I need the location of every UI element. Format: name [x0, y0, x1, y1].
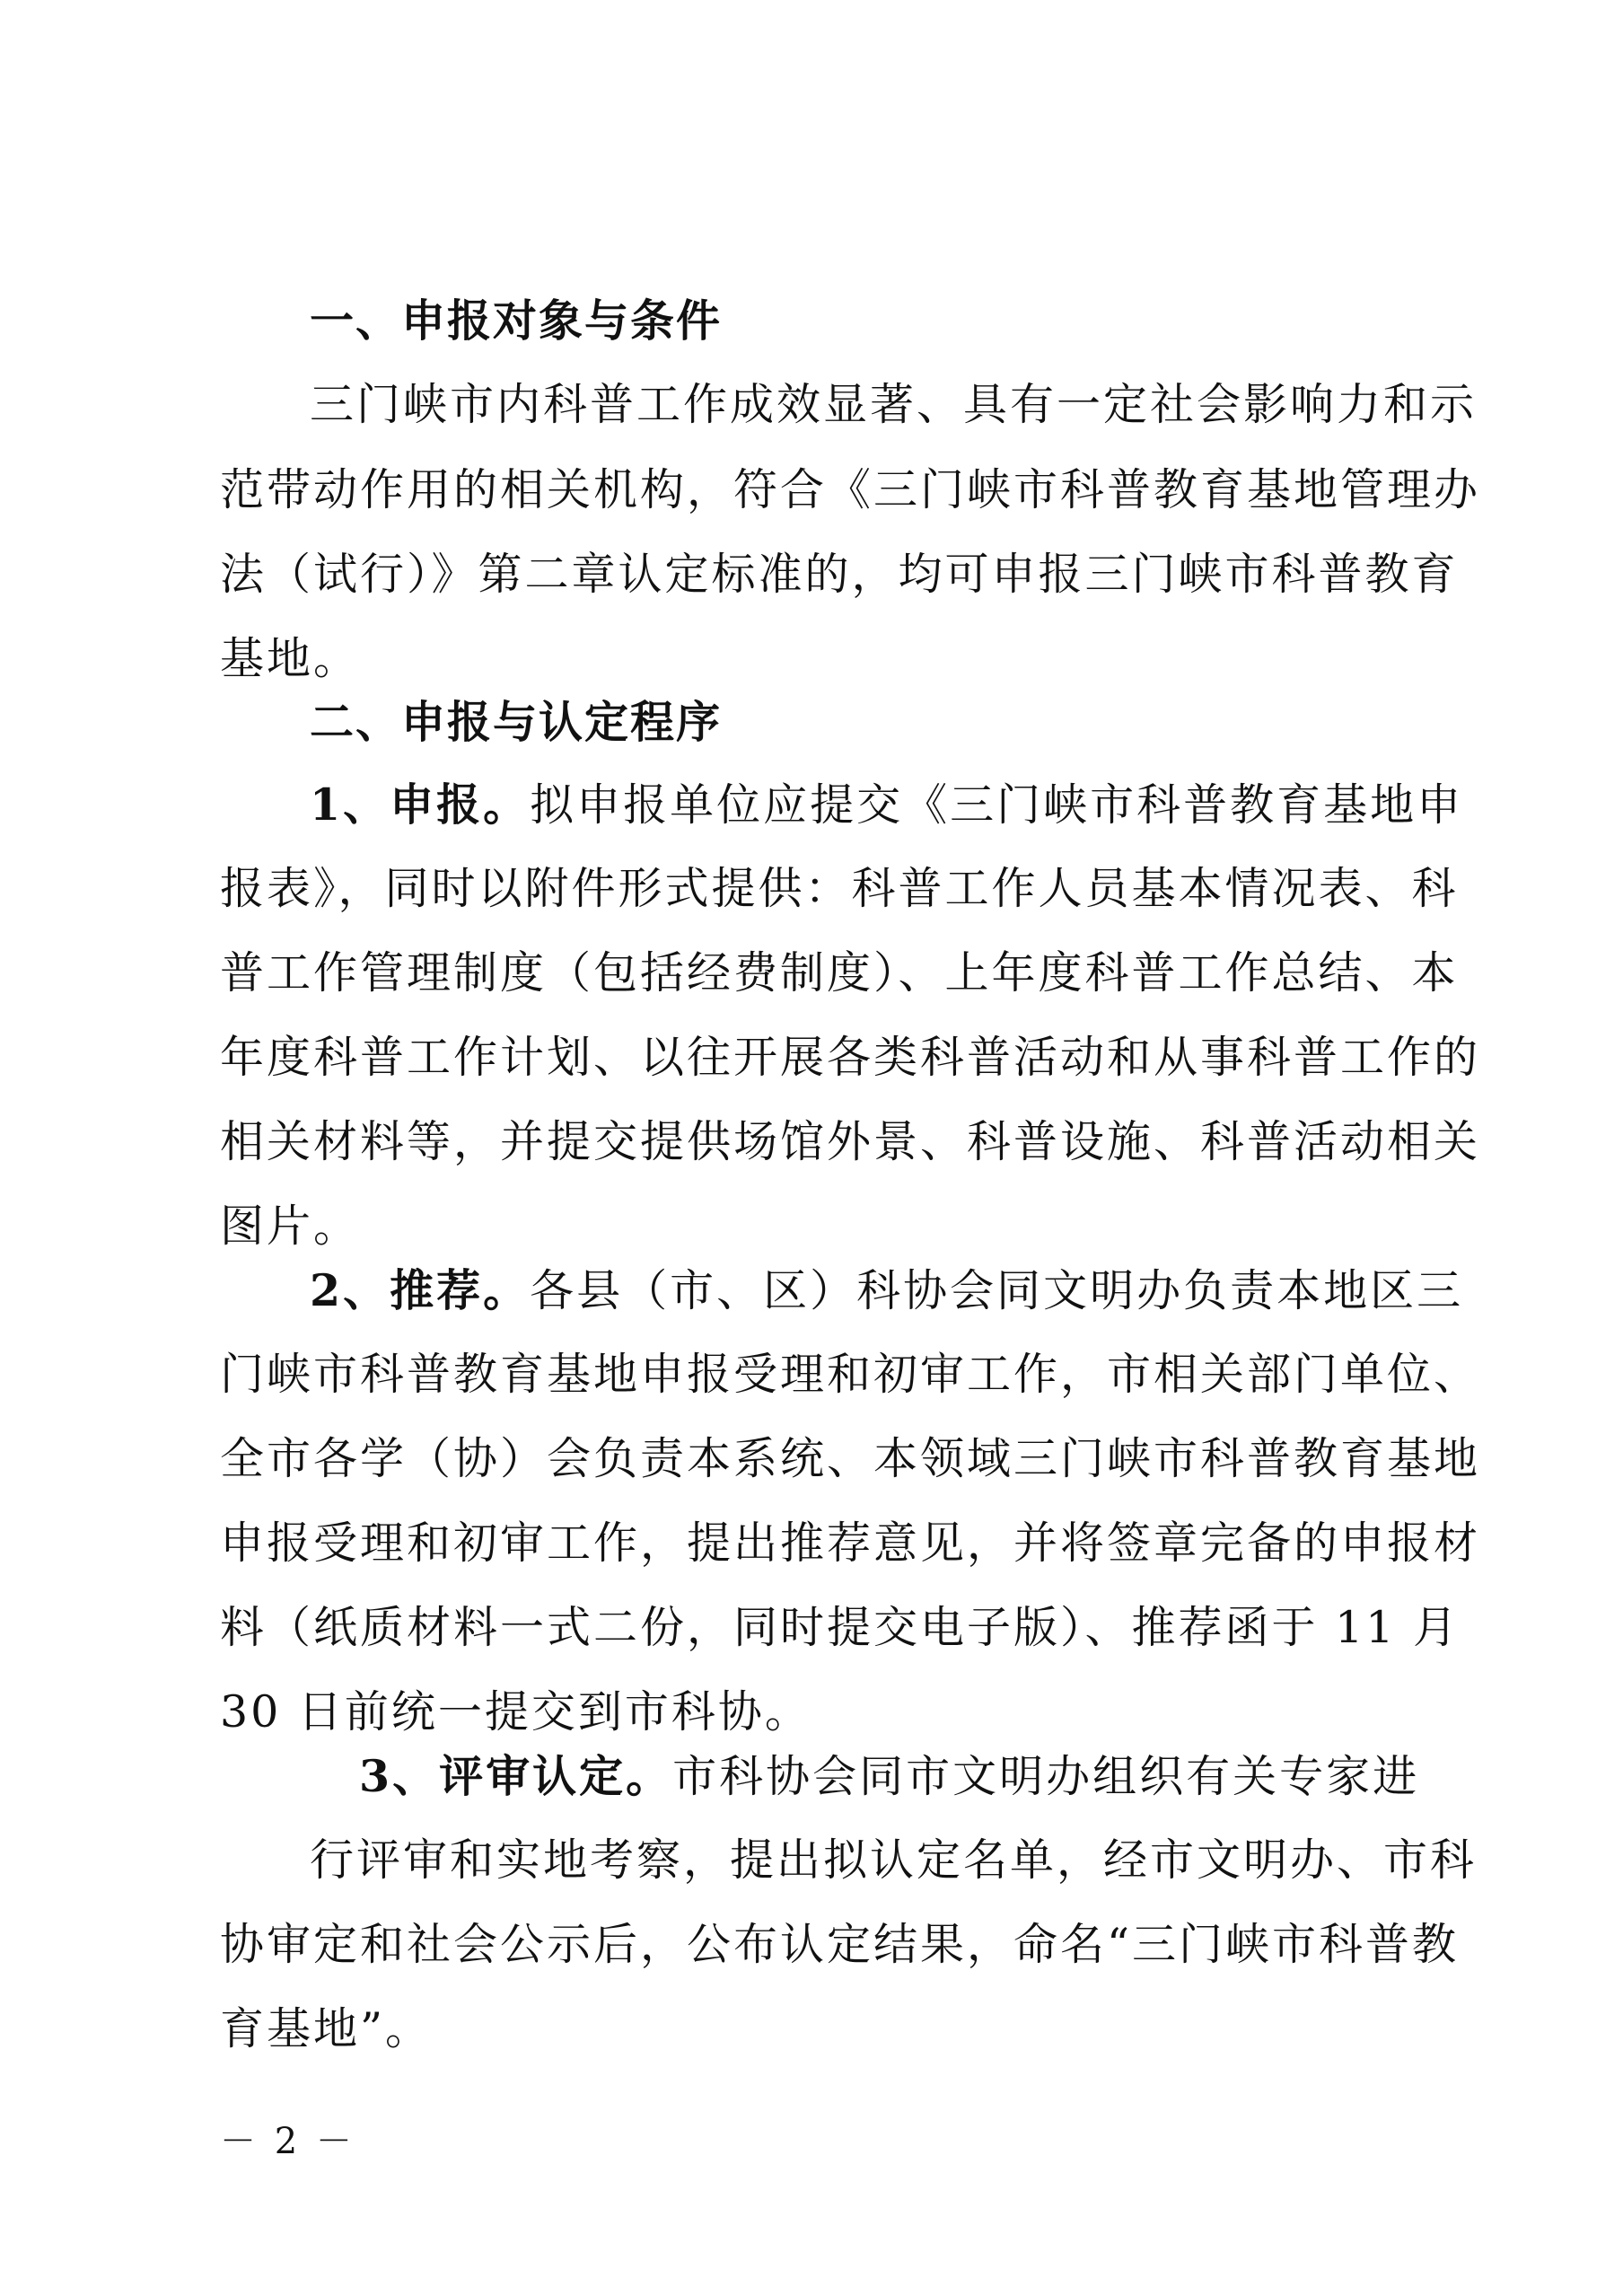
section-1-heading: 一、申报对象与条件	[310, 295, 723, 347]
item-1-line-5: 相关材料等，并提交提供场馆外景、科普设施、科普活动相关	[220, 1116, 1481, 1167]
item-2-line-4: 申报受理和初审工作，提出推荐意见，并将签章完备的申报材	[220, 1517, 1481, 1569]
item-3-line-2: 行评审和实地考察，提出拟认定名单，经市文明办、市科	[310, 1834, 1478, 1886]
item-2-line-6: 30 日前统一提交到市科协。	[220, 1686, 812, 1737]
item-3-line-3: 协审定和社会公示后，公布认定结果，命名“三门峡市科普教	[220, 1919, 1460, 1970]
item-2-label: 2、推荐。	[310, 1264, 531, 1316]
item-1-line-2: 报表》，同时以附件形式提供：科普工作人员基本情况表、科	[220, 863, 1459, 914]
item-3-first-line	[359, 1749, 1420, 1804]
item-2-first-line	[310, 1263, 1464, 1318]
item-3-label: 3、评审认定。	[359, 1750, 673, 1802]
item-3-line-4: 育基地”。	[220, 2003, 433, 2054]
item-2-line-2: 门峡市科普教育基地申报受理和初审工作，市相关部门单位、	[220, 1349, 1481, 1400]
item-3-first-line-text: 市科协会同市文明办组织有关专家进	[672, 1751, 1420, 1802]
section-1-line-2: 范带动作用的相关机构，符合《三门峡市科普教育基地管理办	[220, 464, 1481, 515]
item-1-first-line	[310, 778, 1464, 832]
item-1-first-line-text: 拟申报单位应提交《三门峡市科普教育基地申	[530, 779, 1464, 831]
item-1-label: 1、申报。	[310, 779, 531, 831]
section-2-heading: 二、申报与认定程序	[310, 697, 723, 748]
section-1-line-4: 基地。	[220, 633, 361, 684]
section-1-line-1: 三门峡市内科普工作成效显著、具有一定社会影响力和示	[310, 379, 1478, 430]
item-1-line-4: 年度科普工作计划、以往开展各类科普活动和从事科普工作的	[220, 1032, 1481, 1083]
item-1-line-6: 图片。	[220, 1201, 361, 1252]
item-1-line-3: 普工作管理制度（包括经费制度）、上年度科普工作总结、本	[220, 947, 1459, 998]
item-2-first-line-text: 各县（市、区）科协会同文明办负责本地区三	[530, 1265, 1464, 1316]
item-2-line-3: 全市各学（协）会负责本系统、本领域三门峡市科普教育基地	[220, 1433, 1481, 1484]
item-2-line-5: 料（纸质材料一式二份，同时提交电子版）、推荐函于 11 月	[220, 1602, 1461, 1653]
page-number: － 2 －	[220, 2121, 355, 2162]
section-1-line-3: 法（试行）》第二章认定标准的，均可申报三门峡市科普教育	[220, 549, 1459, 600]
